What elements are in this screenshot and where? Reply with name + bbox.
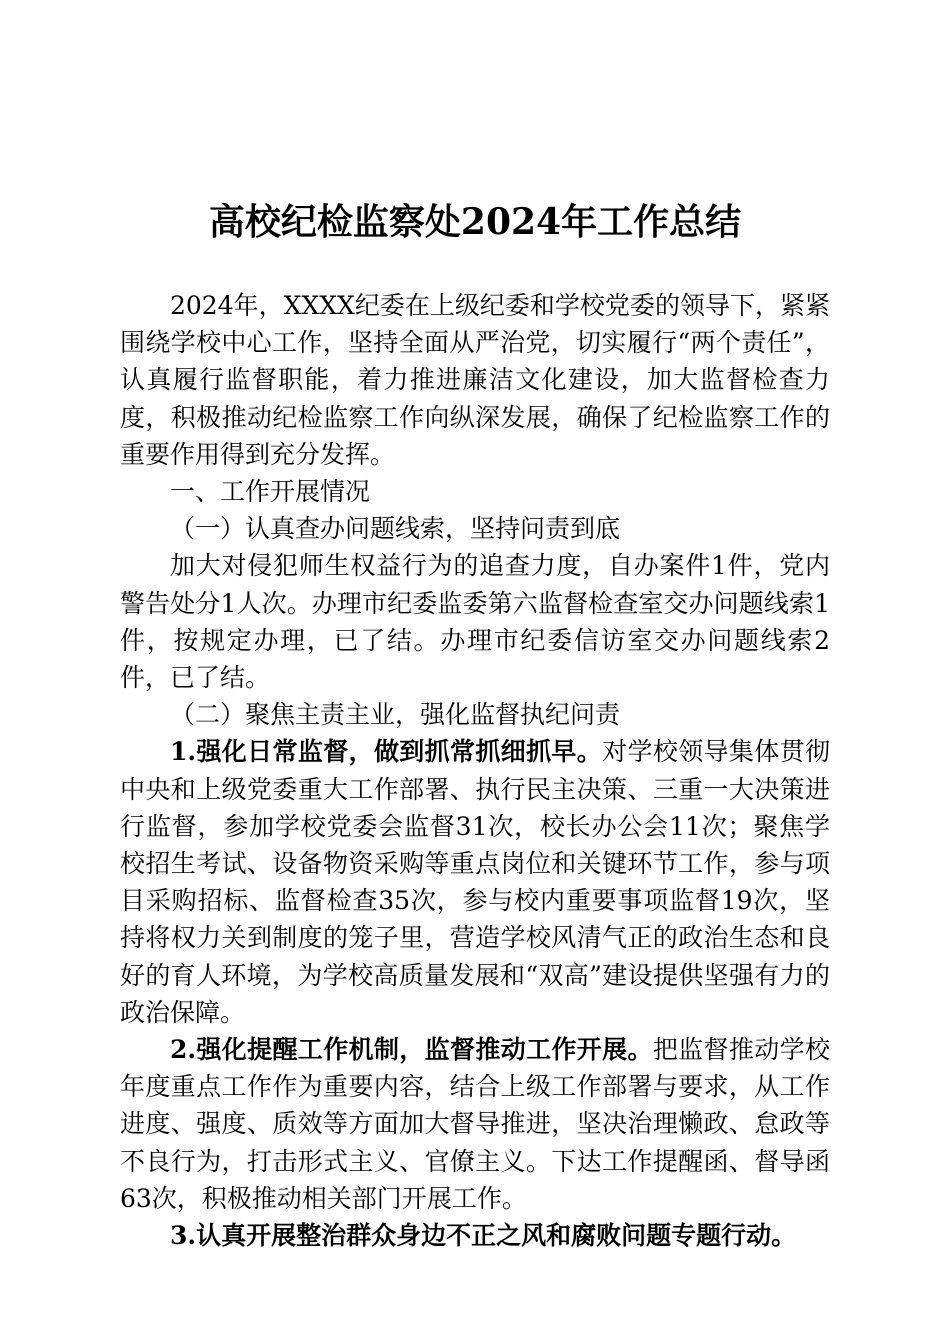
item-3-paragraph: [120, 1217, 830, 1254]
intro-paragraph: 2024年，XXXX纪委在上级纪委和学校党委的领导下，紧紧围绕学校中心工作，坚持全面从严治党，切实履行“两个责任”，认真履行监督职能，着力推进廉洁文化建设，加大监督检查力度，积极推动纪检监察工作向纵深发展，确保了纪检监察工作的重要作用得到充分发挥。: [120, 291, 830, 469]
item-2-paragraph: [120, 1031, 830, 1217]
subsection-heading-1: （一）认真查办问题线索，坚持问责到底: [170, 514, 621, 544]
document-title: 高校纪检监察处2024年工作总结: [208, 201, 742, 243]
item-3-lead: 3.认真开展整治群众身边不正之风和腐败问题专题行动。: [170, 1221, 797, 1251]
item-2-text: 把监督推动学校年度重点工作作为重要内容，结合上级工作部署与要求，从工作进度、强度、质效等方面加大督导推进，坚决治理懒政、怠政等不良行为，打击形式主义、官僚主义。下达工作提醒函、督导函63次，积极推动相关部门开展工作。: [120, 1035, 830, 1213]
item-2-lead: 2.强化提醒工作机制，监督推动工作开展。: [170, 1035, 653, 1065]
document-body: [120, 287, 830, 1254]
section-heading-1: 一、工作开展情况: [170, 477, 371, 507]
item-1-paragraph: [120, 733, 830, 1031]
subsection-heading-2: （二）聚焦主责主业，强化监督执纪问责: [170, 700, 621, 730]
subsection-1-paragraph: 加大对侵犯师生权益行为的追查力度，自办案件1件，党内警告处分1人次。办理市纪委监委第六监督检查室交办问题线索1件，按规定办理，已了结。办理市纪委信访室交办问题线索2件，已了结。: [120, 551, 830, 693]
item-1-text: 对学校领导集体贯彻中央和上级党委重大工作部署、执行民主决策、三重一大决策进行监督，参加学校党委会监督31次，校长办公会11次；聚焦学校招生考试、设备物资采购等重点岗位和关键环节工作，参与项目采购招标、监督检查35次，参与校内重要事项监督19次，坚持将权力关到制度的笼子里，营造学校风清气正的政治生态和良好的育人环境，为学校高质量发展和“双高”建设提供坚强有力的政治保障。: [120, 737, 830, 1027]
item-1-lead: 1.强化日常监督，做到抓常抓细抓早。: [170, 737, 603, 767]
